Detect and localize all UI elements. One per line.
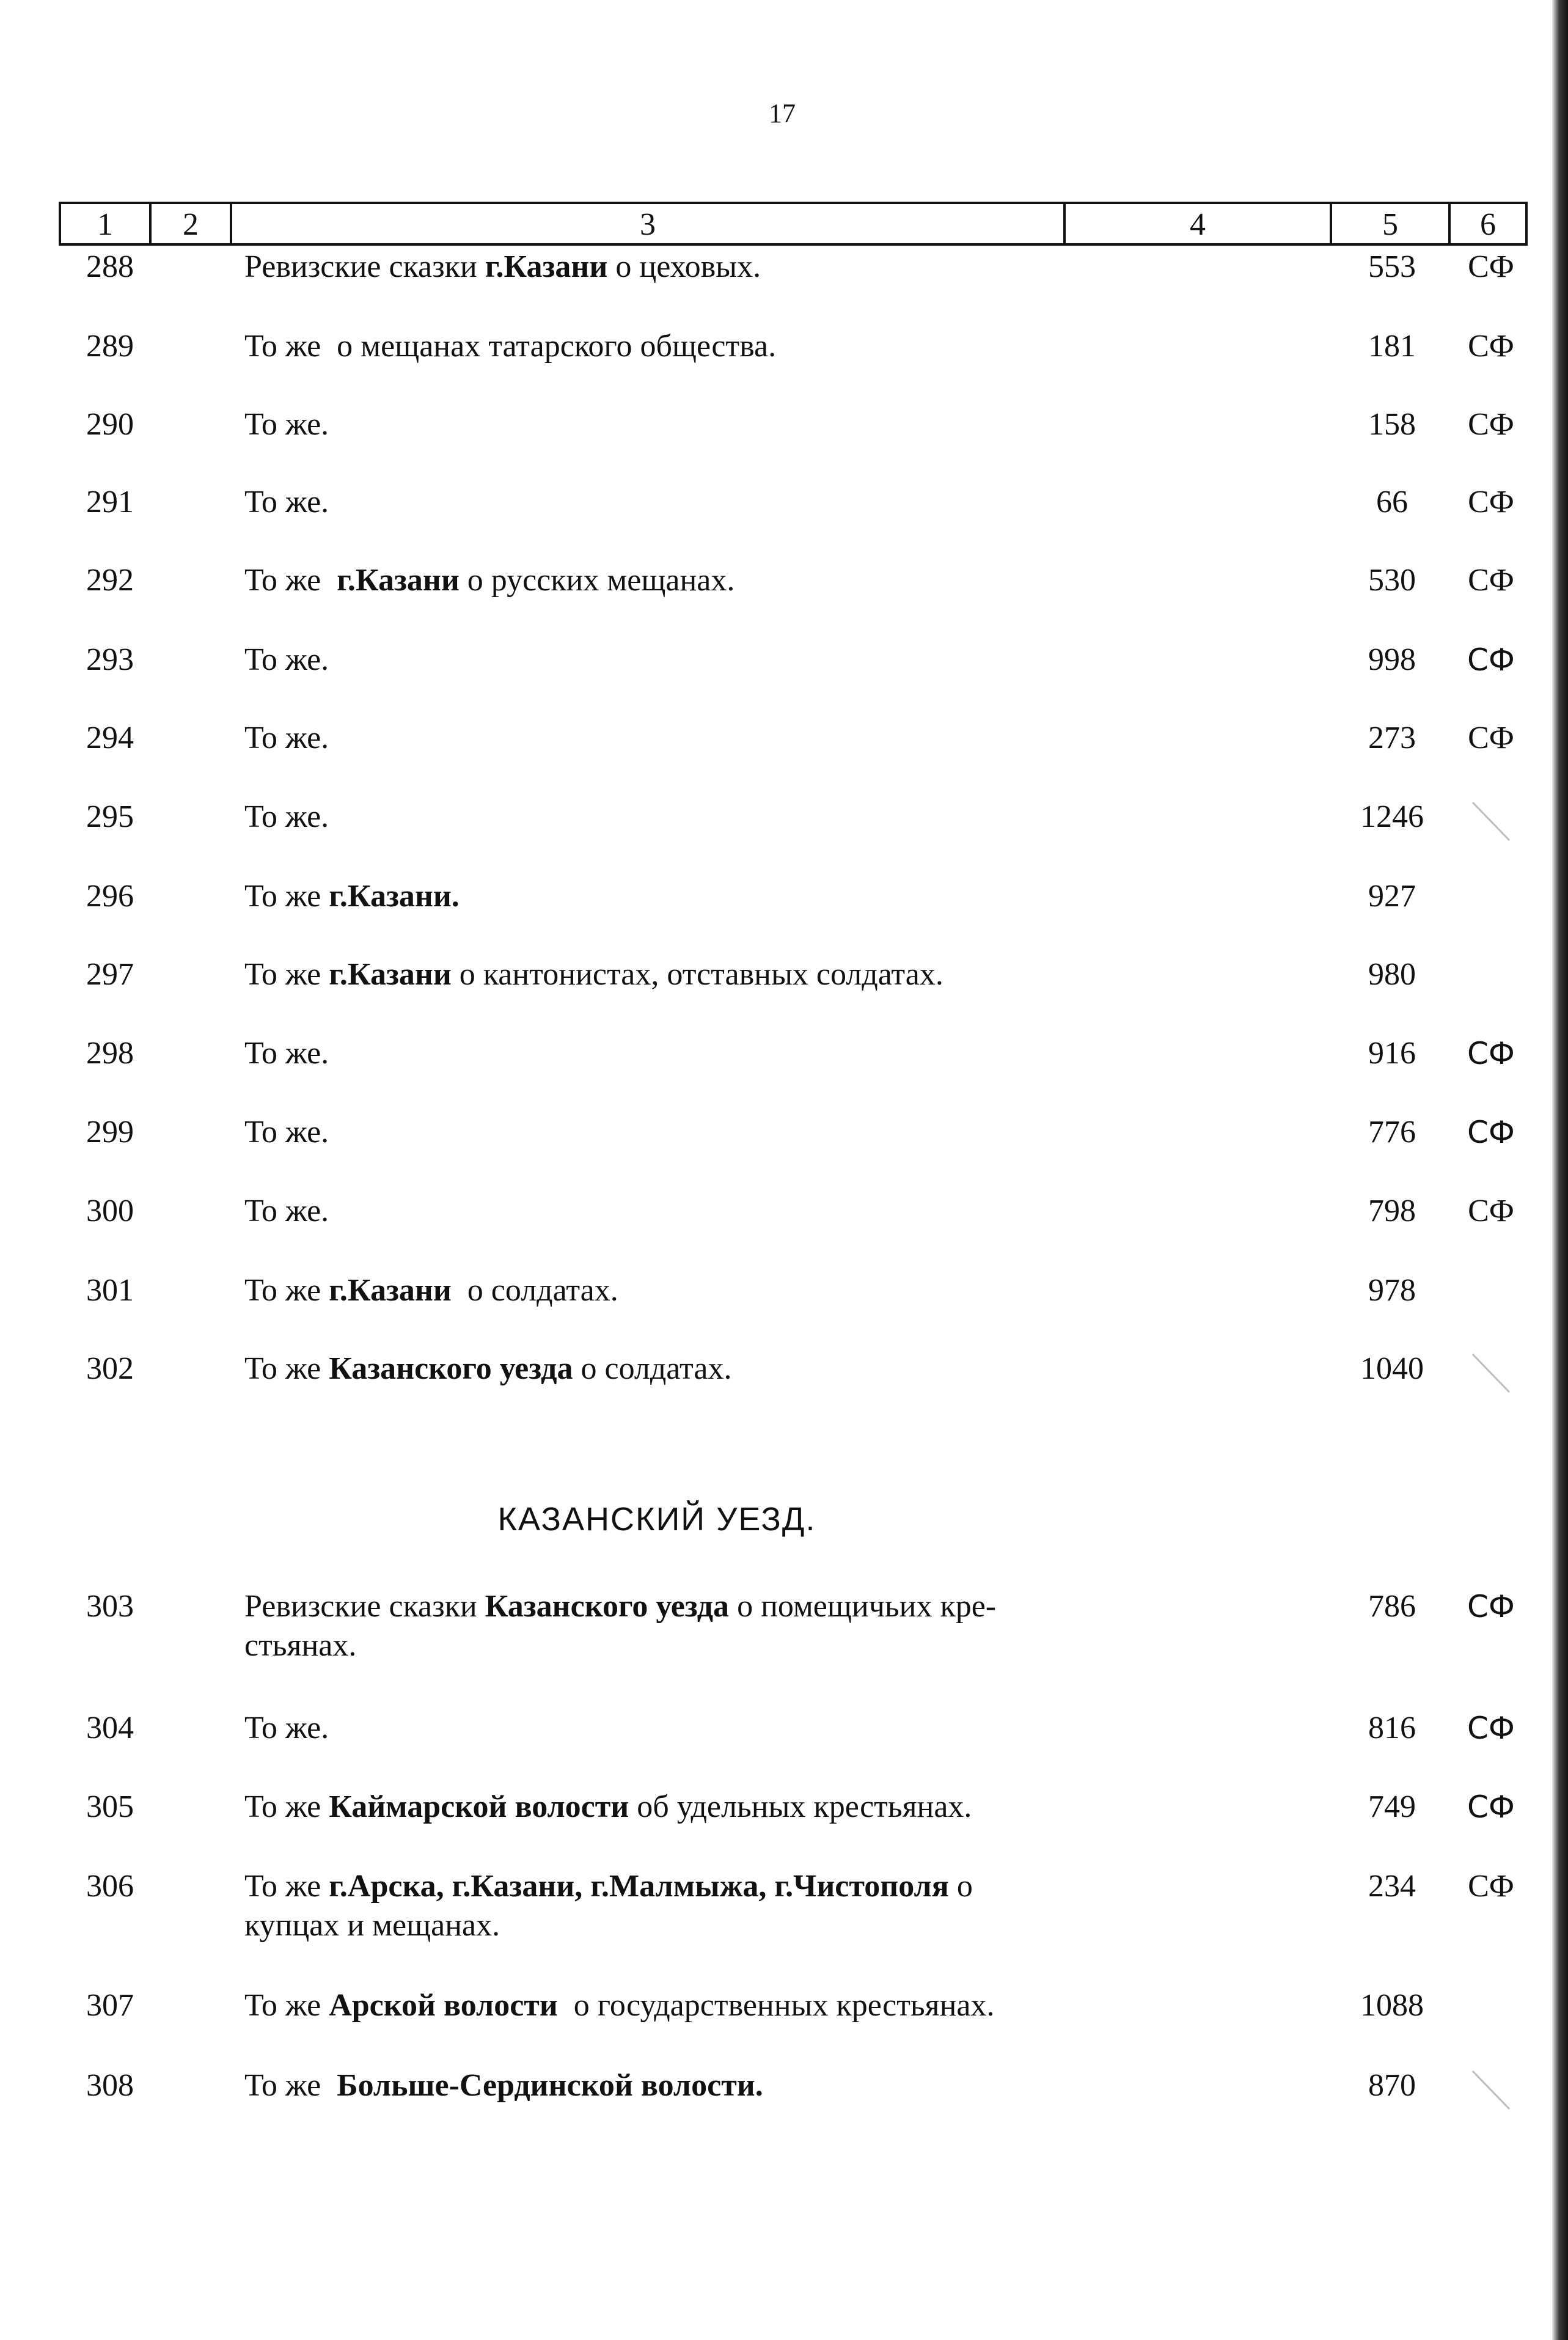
description-part: То же. [244,799,329,834]
description-bold-part: г.Казани [485,249,608,284]
description-part: об удельных крестьянах. [629,1789,972,1824]
record-description [244,1986,1075,2025]
record-number: 291 [86,485,134,519]
header-col-6: 6 [1480,207,1496,242]
fund-mark: СФ [1468,249,1514,284]
record-number: 307 [86,1988,134,2023]
pencil-dash-stroke [1473,1354,1509,1392]
header-col-5: 5 [1332,204,1451,243]
record-number: 306 [86,1869,134,1904]
fund-mark: СФ [1467,642,1515,678]
sheet-count: 786 [1368,1589,1416,1624]
scan-edge-shadow [1552,0,1568,2340]
page-number: 17 [769,98,796,128]
record-description [244,640,1075,680]
sheet-count: 530 [1368,563,1416,598]
description-part: То же. [244,1194,329,1228]
sheet-count: 749 [1368,1789,1416,1824]
sheet-count: 234 [1368,1869,1416,1904]
sheet-count: 870 [1368,2068,1416,2103]
fund-mark: СФ [1468,721,1514,755]
record-description [244,1788,1075,1827]
sheet-count: 158 [1368,407,1416,442]
description-part: То же о мещанах татарского общества. [244,329,777,364]
section-title: КАЗАНСКИЙ УЕЗД. [497,1501,816,1538]
record-description [244,955,1075,994]
record-number: 300 [86,1194,134,1228]
description-part: То же. [244,407,329,442]
description-part: То же. [244,1711,329,1745]
sheet-count: 553 [1368,249,1416,284]
description-part: То же [244,1273,329,1308]
sheet-count: 927 [1368,879,1416,914]
record-number: 299 [86,1115,134,1150]
description-part: о [948,1869,973,1904]
description-part: То же. [244,1036,329,1071]
sheet-count: 181 [1368,329,1416,364]
record-number: 304 [86,1711,134,1745]
record-number: 294 [86,721,134,755]
sheet-count: 816 [1368,1711,1416,1745]
description-part: То же [244,957,329,992]
description-part: купцах и мещанах. [244,1908,500,1943]
record-number: 292 [86,563,134,598]
sheet-count: 66 [1376,485,1408,519]
description-part: о солдатах. [573,1351,732,1386]
record-number: 290 [86,407,134,442]
fund-mark: СФ [1468,485,1514,519]
record-number: 298 [86,1036,134,1071]
record-description [244,1271,1075,1310]
record-description [244,248,1075,287]
description-bold-part: Каймарской волости [329,1789,629,1824]
description-part: То же. [244,642,329,677]
description-part: о цеховых. [607,249,761,284]
description-bold-part: Арской волости [329,1988,558,2023]
description-bold-part: г.Казани [329,957,452,992]
record-description [244,1709,1075,1748]
fund-mark: СФ [1467,1711,1515,1746]
record-number: 295 [86,799,134,834]
pencil-dash-mark [1467,1349,1515,1398]
pencil-dash-stroke [1473,2071,1509,2109]
record-number: 303 [86,1589,134,1624]
sheet-count: 1088 [1360,1988,1424,2023]
description-part: Ревизские сказки [244,249,485,284]
record-number: 296 [86,879,134,914]
sheet-count: 798 [1368,1194,1416,1228]
fund-mark: СФ [1467,1789,1515,1825]
record-description [244,1192,1075,1231]
description-bold-part: Больше-Сердинской волости. [337,2068,763,2103]
sheet-count: 273 [1368,721,1416,755]
record-description [244,1113,1075,1152]
record-number: 302 [86,1351,134,1386]
description-bold-part: Казанского уезда [485,1589,730,1624]
header-col-1: 1 [61,204,152,243]
pencil-dash-mark [1467,798,1515,846]
table-header [59,202,1528,246]
header-col-4: 4 [1066,204,1332,243]
description-part: о русских мещанах. [459,563,735,598]
description-part: То же [244,879,329,914]
sheet-count: 978 [1368,1273,1416,1308]
fund-mark: СФ [1467,1589,1515,1624]
record-description [244,798,1075,837]
record-description [244,1867,1075,1945]
record-description [244,2066,1075,2105]
header-col-2: 2 [152,204,232,243]
sheet-count: 916 [1368,1036,1416,1071]
description-part: о солдатах. [451,1273,618,1308]
fund-mark: СФ [1468,1869,1514,1904]
record-description [244,1587,1075,1665]
description-bold-part: г.Арска, г.Казани, г.Малмыжа, г.Чистополя [329,1869,949,1904]
record-number: 289 [86,329,134,364]
pencil-dash-mark [1467,2066,1515,2115]
description-part: То же [244,1869,329,1904]
fund-mark: СФ [1468,563,1514,598]
description-part: То же. [244,1115,329,1150]
record-description [244,877,1075,916]
record-number: 288 [86,249,134,284]
record-number: 293 [86,642,134,677]
description-part: То же [244,1789,329,1824]
description-part: То же. [244,721,329,755]
description-bold-part: г.Казани [329,1273,452,1308]
description-part: То же [244,1351,329,1386]
description-part: То же. [244,485,329,519]
record-description [244,405,1075,444]
description-part: о помещичьих кре- [729,1589,997,1624]
sheet-count: 776 [1368,1115,1416,1150]
description-part: То же [244,2068,337,2103]
sheet-count: 1246 [1360,799,1424,834]
record-description [244,561,1075,600]
fund-mark: СФ [1468,407,1514,442]
fund-mark: СФ [1467,1115,1515,1150]
record-number: 308 [86,2068,134,2103]
pencil-dash-stroke [1473,802,1509,840]
record-description [244,1349,1075,1388]
description-part: То же [244,1988,329,2023]
record-number: 301 [86,1273,134,1308]
description-bold-part: г.Казани [337,563,460,598]
record-number: 297 [86,957,134,992]
fund-mark: СФ [1468,329,1514,364]
sheet-count: 1040 [1360,1351,1424,1386]
description-part: о кантонистах, отставных солдатах. [451,957,943,992]
sheet-count: 980 [1368,957,1416,992]
record-description [244,719,1075,758]
description-part: стьянах. [244,1628,357,1663]
sheet-count: 998 [1368,642,1416,677]
description-bold-part: г.Казани. [329,879,460,914]
fund-mark: СФ [1467,1036,1515,1071]
description-part: о государственных крестьянах. [557,1988,995,2023]
description-part: То же [244,563,337,598]
record-number: 305 [86,1789,134,1824]
description-bold-part: Казанского уезда [329,1351,573,1386]
record-description [244,483,1075,522]
record-description [244,1034,1075,1073]
header-col-3: 3 [232,204,1066,243]
description-part: Ревизские сказки [244,1589,485,1624]
record-description [244,327,1075,366]
fund-mark: СФ [1468,1194,1514,1228]
